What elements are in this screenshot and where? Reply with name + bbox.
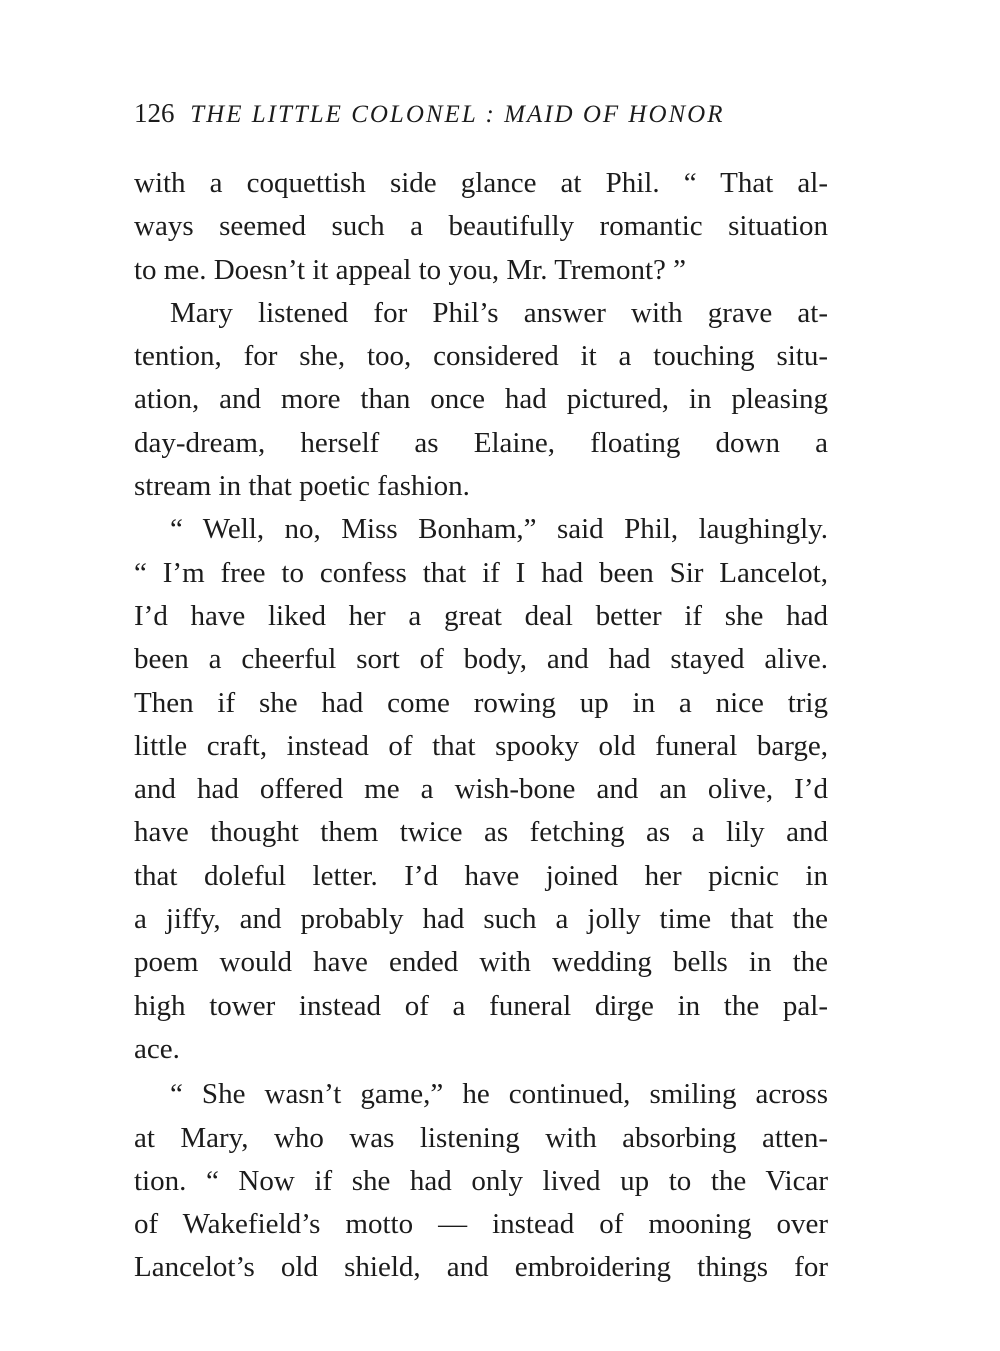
text-line: and had offered me a wish-bone and an olive, I’d bbox=[134, 773, 828, 806]
text-line: at Mary, who was listening with absorbing atten- bbox=[134, 1121, 828, 1154]
text-line: of Wakefield’s motto — instead of mooning over bbox=[134, 1208, 828, 1241]
text-line: Then if she had come rowing up in a nice trig bbox=[134, 686, 828, 719]
page-number: 126 bbox=[134, 98, 175, 128]
text-line: with a coquettish side glance at Phil. “ That al- bbox=[134, 167, 828, 199]
text-line: I’d have liked her a great deal better if she had bbox=[134, 599, 828, 632]
text-line: that doleful letter. I’d have joined her picnic in bbox=[134, 859, 828, 892]
running-title: THE LITTLE COLONEL : MAID OF HONOR bbox=[190, 101, 725, 128]
text-line: ways seemed such a beautifully romantic situation bbox=[134, 210, 828, 243]
text-line: been a cheerful sort of body, and had stayed alive. bbox=[134, 643, 828, 676]
text-line: Mary listened for Phil’s answer with grave at- bbox=[170, 296, 828, 329]
body-text bbox=[134, 162, 828, 1290]
text-line: high tower instead of a funeral dirge in the pal- bbox=[134, 989, 828, 1022]
text-line: tion. “ Now if she had only lived up to the Vicar bbox=[134, 1164, 828, 1197]
text-line: Lancelot’s old shield, and embroidering things for bbox=[134, 1251, 828, 1284]
text-line: poem would have ended with wedding bells in the bbox=[134, 946, 828, 979]
text-line: to me. Doesn’t it appeal to you, Mr. Tremont? ” bbox=[134, 253, 687, 286]
text-line: little craft, instead of that spooky old funeral barge, bbox=[134, 729, 828, 762]
text-line: ation, and more than once had pictured, in pleasing bbox=[134, 383, 828, 416]
text-line: “ Well, no, Miss Bonham,” said Phil, laughingly. bbox=[170, 513, 828, 546]
text-line: ace. bbox=[134, 1032, 180, 1065]
text-line: “ She wasn’t game,” he continued, smiling across bbox=[170, 1078, 828, 1111]
text-line: have thought them twice as fetching as a lily and bbox=[134, 816, 828, 849]
text-line: day-dream, herself as Elaine, floating down a bbox=[134, 426, 828, 459]
text-line: a jiffy, and probably had such a jolly time that the bbox=[134, 903, 828, 936]
running-head bbox=[134, 98, 834, 138]
text-line: tention, for she, too, considered it a touching situ- bbox=[134, 340, 828, 373]
text-line: stream in that poetic fashion. bbox=[134, 470, 470, 503]
text-line: “ I’m free to confess that if I had been Sir Lancelot, bbox=[134, 556, 828, 589]
